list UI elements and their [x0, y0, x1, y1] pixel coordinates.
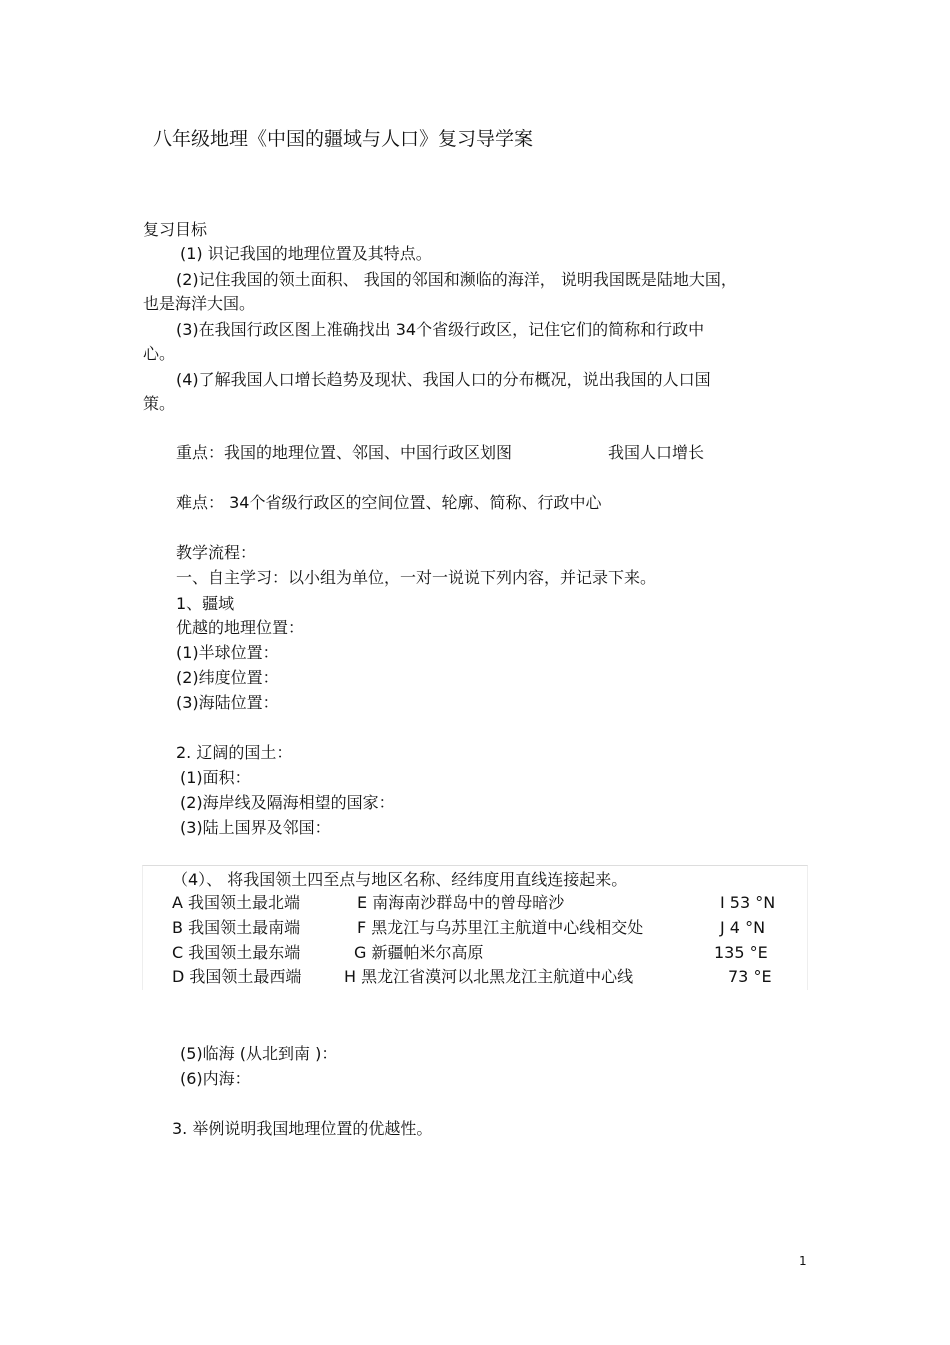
inland-sea: (6)内海：: [180, 1069, 251, 1088]
difficult-points: 难点： 34个省级行政区的空间位置、轮廓、简称、行政中心: [176, 493, 602, 512]
borders-item: (3)陆上国界及邻国：: [180, 818, 331, 837]
sea-land-position: (3)海陆位置：: [176, 693, 279, 712]
hemisphere-position: (1)半球位置：: [176, 643, 279, 662]
self-study-instruction: 一、自主学习：以小组为单位，一对一说说下列内容，并记录下来。: [176, 568, 657, 587]
objective-4-line-2: 策。: [143, 394, 176, 413]
matching-prompt: （4）、 将我国领土四至点与地区名称、经纬度用直线连接起来。: [172, 870, 628, 889]
section-3-advantages: 3. 举例说明我国地理位置的优越性。: [172, 1119, 433, 1138]
key-points-extra: 我国人口增长: [608, 443, 705, 462]
match-place: G 新疆帕米尔高原: [354, 943, 484, 962]
match-coord: J 4 °N: [720, 918, 766, 937]
section-2-land: 2. 辽阔的国土：: [176, 743, 293, 762]
page-number: 1: [799, 1254, 807, 1268]
match-coord: 135 °E: [714, 943, 768, 962]
section-1-territory: 1、疆域: [176, 594, 235, 613]
coastline-item: (2)海岸线及隔海相望的国家：: [180, 793, 395, 812]
objective-2-line-2: 也是海洋大国。: [143, 294, 256, 313]
objective-3-line-2: 心。: [143, 344, 176, 363]
objective-2-line-1: (2)记住我国的领土面积、 我国的邻国和濒临的海洋， 说明我国既是陆地大国，: [176, 270, 737, 289]
location-heading: 优越的地理位置：: [176, 618, 305, 637]
match-point: C 我国领土最东端: [172, 943, 301, 962]
match-point: D 我国领土最西端: [172, 967, 302, 986]
match-point: B 我国领土最南端: [172, 918, 301, 937]
objective-4-line-1: (4)了解我国人口增长趋势及现状、我国人口的分布概况，说出我国的人口国: [176, 370, 711, 389]
match-place: E 南海南沙群岛中的曾母暗沙: [357, 893, 565, 912]
match-place: H 黑龙江省漠河以北黑龙江主航道中心线: [344, 967, 634, 986]
match-coord: 73 °E: [728, 967, 772, 986]
objective-1: (1) 识记我国的地理位置及其特点。: [180, 244, 432, 263]
match-point: A 我国领土最北端: [172, 893, 301, 912]
objective-3-line-1: (3)在我国行政区图上准确找出 34个省级行政区，记住它们的简称和行政中: [176, 320, 705, 339]
match-coord: I 53 °N: [720, 893, 776, 912]
flow-heading: 教学流程：: [176, 543, 257, 562]
page-title: 八年级地理《中国的疆域与人口》复习导学案: [153, 128, 534, 150]
adjacent-seas: (5)临海 (从北到南 )：: [180, 1044, 338, 1063]
area-item: (1)面积：: [180, 768, 251, 787]
match-place: F 黑龙江与乌苏里江主航道中心线相交处: [357, 918, 644, 937]
latitude-position: (2)纬度位置：: [176, 668, 279, 687]
objectives-heading: 复习目标: [143, 220, 208, 239]
key-points: 重点：我国的地理位置、邻国、中国行政区划图: [176, 443, 513, 462]
